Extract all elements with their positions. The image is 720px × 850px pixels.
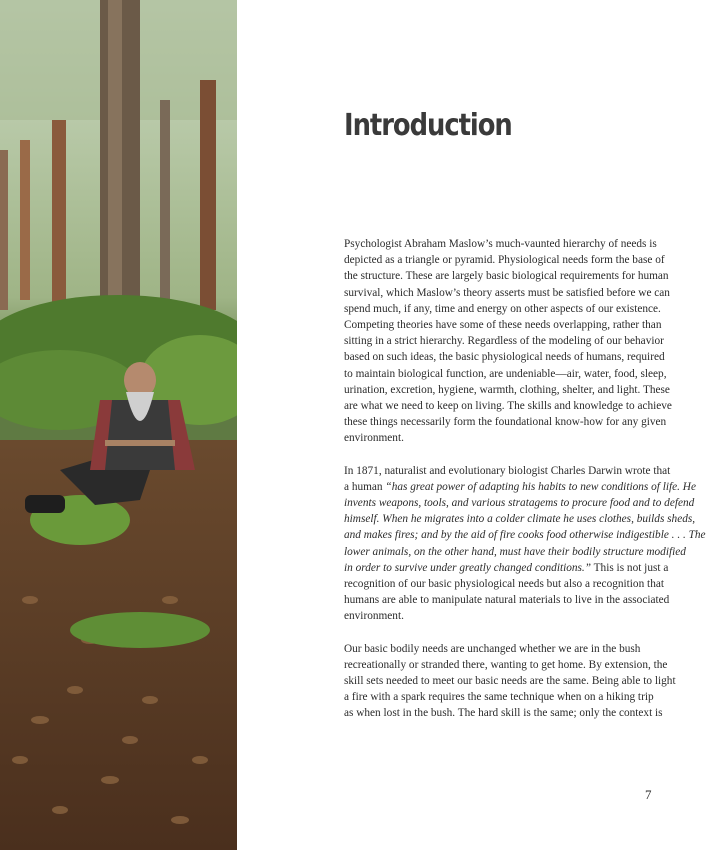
body-text <box>344 236 706 722</box>
text-line <box>344 285 670 301</box>
text-segment: recognition of our basic physiological needs but also a recognition that <box>344 577 664 590</box>
text-line <box>344 560 669 576</box>
text-line <box>344 398 672 414</box>
text-line <box>344 673 676 689</box>
text-segment: environment. <box>344 432 404 445</box>
text-line <box>344 317 660 333</box>
text-segment: based on such ideas, the basic physiological needs of humans, required <box>344 351 665 364</box>
italic-quote-segment: invents weapons, tools, and various stratagems to procure food and to defend <box>344 497 695 509</box>
italic-quote-segment: in order to survive under greatly changed conditions.” <box>344 561 592 574</box>
text-line <box>344 366 667 382</box>
text-segment: to maintain biological function, are undeniable—air, water, food, sleep, <box>344 367 667 380</box>
text-line <box>344 527 706 543</box>
paragraph <box>344 236 672 446</box>
text-segment: Competing theories have some of these needs overlapping, rather than <box>344 318 662 331</box>
text-segment: recreationally or stranded there, wanting to get home. By extension, the <box>344 658 668 671</box>
text-line <box>344 495 695 511</box>
text-line <box>344 463 671 479</box>
text-segment: as when lost in the bush. The hard skill is the same; only the context is <box>344 707 663 720</box>
text-line <box>344 608 660 624</box>
text-segment: environment. <box>344 610 404 623</box>
text-line <box>344 641 660 657</box>
text-line <box>344 689 660 705</box>
text-line <box>344 576 664 592</box>
text-segment: survival, which Maslow’s theory asserts must be satisfied before we can <box>344 286 670 299</box>
forest-man-carving-photo <box>0 0 237 850</box>
text-segment: the structure. These are largely basic biological requirements for human <box>344 270 669 283</box>
page-title: Introduction <box>344 108 512 143</box>
text-line <box>344 657 668 673</box>
paragraph-gap <box>344 446 660 462</box>
text-segment: sitting in a strict hierarchy. Regardless of the modeling of our behavior <box>344 335 664 348</box>
text-line <box>344 236 660 252</box>
text-segment: these things necessarily form the foundational know-how for any given <box>344 416 667 429</box>
italic-quote-segment: “has great power of adapting his habits to new conditions of life. He <box>385 480 696 493</box>
text-line <box>344 544 686 560</box>
text-line <box>344 333 664 349</box>
page-number: 7 <box>645 787 652 802</box>
text-segment: This is not just a <box>591 561 669 574</box>
italic-quote-segment: himself. When he migrates into a colder climate he uses clothes, builds sheds, <box>344 513 696 526</box>
text-segment: depicted as a triangle or pyramid. Physiological needs form the base of <box>344 254 665 267</box>
text-line <box>344 705 663 721</box>
text-line <box>344 252 665 268</box>
text-segment: Psychologist Abraham Maslow’s much-vaunted hierarchy of needs is <box>344 238 657 250</box>
text-line <box>344 511 696 527</box>
text-line <box>344 301 660 317</box>
text-line <box>344 414 667 430</box>
text-line <box>344 268 669 284</box>
text-segment: In 1871, naturalist and evolutionary biologist Charles Darwin wrote that <box>344 464 671 477</box>
paragraph <box>344 641 676 722</box>
forest-photo <box>0 0 237 850</box>
text-segment: a fire with a spark requires the same technique when on a hiking trip <box>344 691 654 704</box>
paragraph-gap <box>344 625 660 641</box>
text-segment: are what we need to keep on living. The skills and knowledge to achieve <box>344 399 672 412</box>
text-line <box>344 479 696 495</box>
text-segment: urination, excretion, hygiene, warmth, clothing, shelter, and light. These <box>344 383 670 396</box>
text-segment: skill sets needed to meet our basic needs are the same. Being able to light <box>344 675 676 688</box>
text-segment: a human <box>344 480 386 493</box>
italic-quote-segment: and makes fires; and by the aid of fire cooks food otherwise indigestible . . . The <box>344 529 706 542</box>
text-line <box>344 382 670 398</box>
text-line <box>344 430 660 446</box>
text-segment: humans are able to manipulate natural materials to live in the associated <box>344 594 670 607</box>
text-line <box>344 349 665 365</box>
text-segment: Our basic bodily needs are unchanged whether we are in the bush <box>344 642 641 655</box>
italic-quote-segment: lower animals, on the other hand, must have their bodily structure modified <box>344 545 686 558</box>
text-segment: spend much, if any, time and energy on other aspects of our existence. <box>344 302 661 315</box>
text-line <box>344 592 670 608</box>
paragraph <box>344 463 706 625</box>
